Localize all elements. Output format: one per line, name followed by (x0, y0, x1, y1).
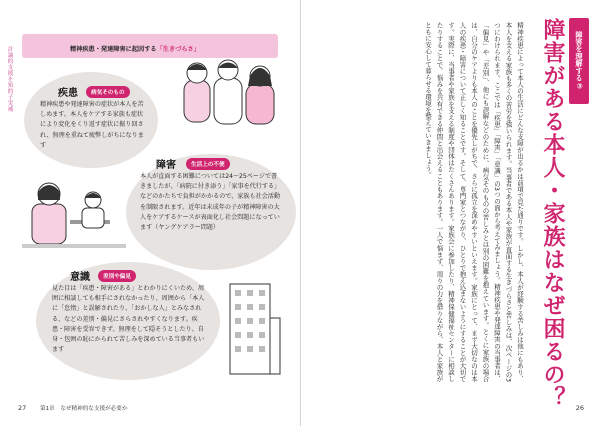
band-label-accent: 「生きづらさ」 (156, 46, 200, 53)
caregiver-illustration (22, 178, 132, 258)
page-title: 障害がある本人・家族はなぜ困るの？ (540, 18, 565, 409)
section-label: 障害を理解する③ (569, 18, 589, 104)
band-label-pre: 精神疾患・発達障害に起因する (70, 46, 157, 53)
heading-disability: 障害 (156, 160, 176, 171)
heading-disease: 疾患 (58, 88, 78, 99)
body-disease: 精神疾患や発達障害の症状が本人を苦しめます。本人をケアする家族も症状により変化をくり返す症状に振り回され、無理を重ねて疲弊しがちになります (40, 101, 144, 149)
right-page (300, 0, 600, 426)
family-illustration (180, 58, 280, 138)
page-number-left: 27 (18, 404, 27, 412)
band-label (70, 44, 200, 53)
heading-awareness: 意識 (70, 272, 90, 283)
pill-disability: 生活上の不便 (186, 158, 230, 170)
page-number-right: 26 (575, 404, 584, 412)
body-disability: 本人が直面する困難については24〜25ページで書きましたが、「病院に付き添う」「家事を代行する」などのかたちで負担がかかるので、家族も社会活動を制限されます。近年は未成年の子が精神障害の大人をケアするケースが表面化し社会問題になっています（ヤングケアラー問題） (140, 173, 281, 232)
footer-chapter: 第1章 なぜ精神的な支援が必要か (40, 406, 128, 412)
side-tab: 計論的支援を知的子実補 (6, 46, 13, 112)
pill-disease: 病気そのもの (86, 86, 130, 98)
pill-awareness: 差別や偏見 (98, 270, 136, 282)
body-awareness: 見た目は「疾患・障害がある」とわかりにくいため、周囲に相談しても相手にされなかったり、周囲から「本人に「怠惰」と誤解されたり、「おかしな人」とみなされる、などの差別・偏見にさらされやすくなります。疾患・障害を受容できず、無理をして隠そうとしたり、自身・包囲の恥にかられて苦しみを深めている当事者もいます (52, 285, 205, 354)
building-illustration (226, 278, 282, 378)
body-text: 精神疾患によって本人の生活にどんな支障が出るかは前項で見た通りです。しかし、本人が経験する苦しみは他にもあり、本人を支える家族も多くの苦労を強いられます。当事者である本人や家族が直面する生きづらさと苦しみは、次ページの3つにわけられます。ここでは「疾患」「障害」「意識」の3つの面から考えてみましょう。精神疾患や発達障害の当事者は、「偏見」や「差別」、他にも誤解などのために、病気そのものの苦しみとは別の困難を抱えています。とくに家族の場合は、自分のケアよりも本人のことを優先しがちで、さらに孤立を深めやすいといえます。家族にとって、まず大切なのは本人の疾患・障害について正しく知ることです。そして、専門家とつながり、ひとりで抱え込まないようにすることが大切です。実際に、当事者や家族を支える制度や団体はたくさんあります。家族会に参加したり、精神保健福祉センターに相談したりすることで、悩みを共有できる仲間と出会えることもあります。一人で悩まず、周りの力を借りながら、本人と家族がともに安心して暮らせる環境を整えていきましょう。 (424, 22, 524, 382)
